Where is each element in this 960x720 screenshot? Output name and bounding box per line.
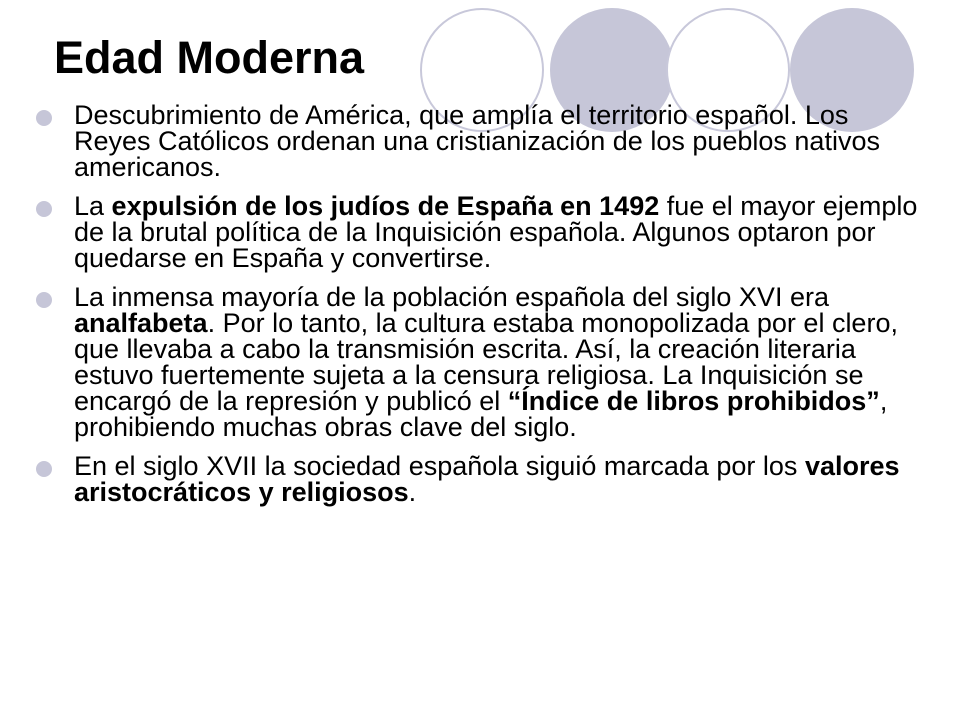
bullet-text: fue el mayor ejemplo de la brutal política de la Inquisición española. Algunos optaron por quedarse en España y convertirse. xyxy=(74,191,918,273)
slide-title: Edad Moderna xyxy=(54,32,365,83)
bullet-list xyxy=(36,102,921,518)
bullet-bold-text: expulsión de los judíos de España en 1492 xyxy=(111,191,660,221)
bullet-dot-icon xyxy=(36,461,52,477)
bullet-bold-text: analfabeta xyxy=(74,308,208,338)
bullet-bold-text: valores aristocráticos y religiosos xyxy=(74,451,900,507)
bullet-dot-icon xyxy=(36,201,52,217)
bullet-dot-icon xyxy=(36,292,52,308)
bullet-text: , prohibiendo muchas obras clave del siglo. xyxy=(74,386,888,442)
bullet-item xyxy=(36,284,921,440)
bullet-text: En el siglo XVII la sociedad española siguió marcada por los xyxy=(74,451,805,481)
bullet-item xyxy=(36,193,921,271)
bullet-bold-text: “Índice de libros prohibidos” xyxy=(507,386,880,416)
bullet-text: La xyxy=(74,191,112,221)
bullet-text: Descubrimiento de América, que amplía el territorio español. Los Reyes Católicos ordenan una cristianización de los pueblos nativos americanos. xyxy=(74,100,880,182)
bullet-text: . xyxy=(408,477,417,507)
bullet-text: . Por lo tanto, la cultura estaba monopolizada por el clero, que llevaba a cabo la transmisión escrita. Así, la creación literaria estuvo fuertemente sujeta a la censura religiosa. La Inquisición se encargó de la represión y publicó el xyxy=(74,308,898,416)
bullet-item xyxy=(36,453,921,505)
bullet-dot-icon xyxy=(36,110,52,126)
bullet-item xyxy=(36,102,921,180)
bullet-text: La inmensa mayoría de la población española del siglo XVI era xyxy=(74,282,829,312)
